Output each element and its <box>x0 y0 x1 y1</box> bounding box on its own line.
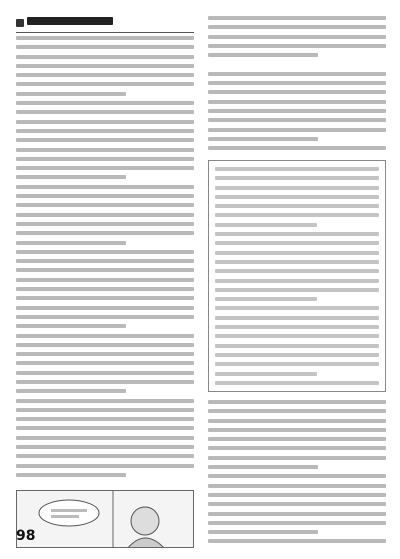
text-line <box>208 137 318 141</box>
text-line <box>208 474 386 478</box>
heading-rule <box>16 32 194 33</box>
text-line <box>16 64 194 68</box>
text-line <box>215 325 379 329</box>
text-line <box>16 241 126 245</box>
text-line <box>208 512 386 516</box>
text-line <box>16 352 194 356</box>
text-line <box>16 278 194 282</box>
text-line <box>16 231 194 235</box>
text-line <box>16 371 194 375</box>
text-line <box>215 353 379 357</box>
text-line <box>215 186 379 190</box>
left-text-column <box>16 36 194 484</box>
text-line <box>16 55 194 59</box>
text-line <box>16 259 194 263</box>
text-line <box>215 269 379 273</box>
text-line <box>16 417 194 421</box>
text-line <box>16 408 194 412</box>
text-line <box>215 260 379 264</box>
text-line <box>208 521 386 525</box>
text-line <box>16 129 194 133</box>
text-line <box>16 426 194 430</box>
text-line <box>16 389 126 393</box>
text-line <box>16 436 194 440</box>
text-line <box>16 315 194 319</box>
text-line <box>16 445 194 449</box>
text-line <box>215 223 317 227</box>
boxed-sidebar <box>208 160 386 392</box>
page-number: 98 <box>16 528 36 544</box>
section-heading <box>16 16 194 33</box>
text-line <box>215 381 379 385</box>
text-line <box>16 454 194 458</box>
text-line <box>208 109 386 113</box>
text-line <box>16 101 194 105</box>
text-line <box>208 428 386 432</box>
text-line <box>16 464 194 468</box>
text-line <box>208 35 386 39</box>
text-line <box>215 213 379 217</box>
text-line <box>208 465 318 469</box>
text-line <box>215 362 379 366</box>
text-line <box>208 72 386 76</box>
text-line <box>208 502 386 506</box>
text-line <box>16 120 194 124</box>
text-line <box>208 25 386 29</box>
heading-glyphs <box>27 16 147 26</box>
text-line <box>215 251 379 255</box>
text-line <box>16 92 126 96</box>
text-line <box>208 53 318 57</box>
text-line <box>16 194 194 198</box>
text-line <box>215 195 379 199</box>
text-line <box>215 306 379 310</box>
text-line <box>208 446 386 450</box>
right-text-column-bottom <box>208 400 386 546</box>
square-bullet-icon <box>16 19 24 27</box>
text-line <box>16 380 194 384</box>
text-line <box>208 409 386 413</box>
text-line <box>215 279 379 283</box>
text-line <box>215 167 379 171</box>
text-line <box>215 204 379 208</box>
text-line <box>16 185 194 189</box>
text-line <box>208 456 386 460</box>
text-line <box>215 334 379 338</box>
text-line <box>16 138 194 142</box>
text-line <box>16 157 194 161</box>
text-line <box>16 45 194 49</box>
text-line <box>16 36 194 40</box>
text-line <box>208 484 386 488</box>
right-text-column-top <box>208 16 386 156</box>
section-heading-text <box>27 16 147 29</box>
text-line <box>16 343 194 347</box>
text-line <box>208 100 386 104</box>
text-line <box>208 62 386 66</box>
text-line <box>16 175 126 179</box>
text-line <box>16 287 194 291</box>
text-line <box>16 306 194 310</box>
text-line <box>16 296 194 300</box>
manga-panel-illustration <box>17 491 194 548</box>
text-line <box>208 118 386 122</box>
text-line <box>16 213 194 217</box>
manga-panel <box>16 490 194 548</box>
text-line <box>16 473 126 477</box>
text-line <box>208 400 386 404</box>
text-line <box>208 81 386 85</box>
text-line <box>16 334 194 338</box>
text-line <box>208 493 386 497</box>
text-line <box>16 250 194 254</box>
text-line <box>215 176 379 180</box>
text-line <box>16 361 194 365</box>
text-line <box>208 539 386 543</box>
text-line <box>208 44 386 48</box>
text-line <box>215 232 379 236</box>
text-line <box>215 344 379 348</box>
text-line <box>215 372 317 376</box>
text-line <box>215 288 379 292</box>
text-line <box>208 419 386 423</box>
text-line <box>208 90 386 94</box>
text-line <box>215 316 379 320</box>
text-line <box>16 148 194 152</box>
text-line <box>16 399 194 403</box>
text-line <box>215 297 317 301</box>
text-line <box>208 146 386 150</box>
text-line <box>208 437 386 441</box>
text-line <box>16 203 194 207</box>
text-line <box>16 73 194 77</box>
text-line <box>16 324 126 328</box>
text-line <box>16 222 194 226</box>
text-line <box>16 82 194 86</box>
text-line <box>208 16 386 20</box>
text-line <box>208 530 318 534</box>
text-line <box>16 268 194 272</box>
text-line <box>16 110 194 114</box>
text-line <box>215 241 379 245</box>
text-line <box>16 166 194 170</box>
text-line <box>208 128 386 132</box>
section-heading-row <box>16 16 194 29</box>
